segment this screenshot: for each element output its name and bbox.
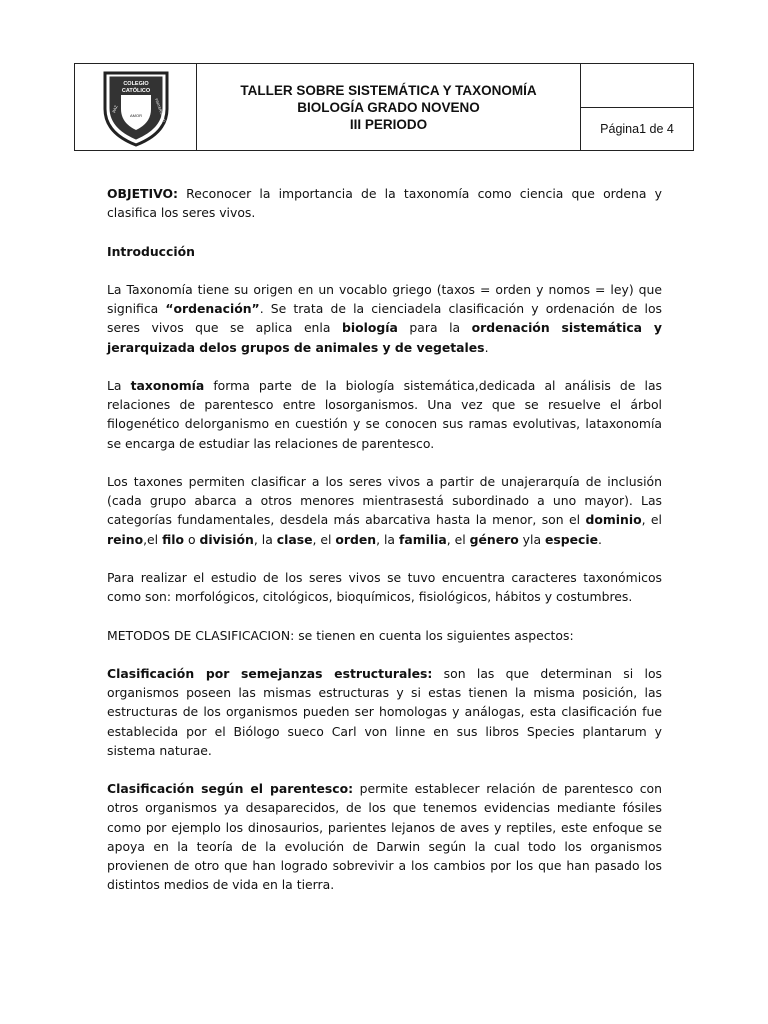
header-page-cell bbox=[581, 64, 693, 150]
paragraph-taxonomic-characters: Para realizar el estudio de los seres vivos se tuvo encuentra caracteres taxonómicos como son: morfológicos, citológicos, bioquímicos, fisiológicos, hábitos y costumbres. bbox=[107, 569, 662, 605]
bold-span: especie bbox=[544, 531, 599, 547]
logo-text-top: COLEGIO bbox=[122, 81, 149, 87]
bold-span: género bbox=[469, 531, 519, 547]
logo-text-mid: CATÓLICO bbox=[121, 88, 150, 94]
text-span: forma parte de la biología sistemática,dedicada al análisis de las relaciones de parentesco entre losorganismos. Una vez que se resuelve el árbol filogenético delorganismo en cuestión y se conocen sus ramas evolutivas, lataxonomía se encarga de estudiar las relaciones de parentesco. bbox=[107, 377, 662, 451]
document-header bbox=[74, 63, 694, 151]
intro-heading-text: Introducción bbox=[107, 243, 195, 259]
title-line-3: III PERIODO bbox=[349, 116, 428, 132]
text-span: son las que determinan si los organismos poseen las mismas estructuras y si estas tienen la misma posición, las estructuras de los organismos pueden ser homologas y análogas, esta clasificación fue establecida por el Biólogo sueco Carl von linne en sus libros Species plantarum y sistema naturae. bbox=[107, 665, 662, 758]
text-span: . bbox=[484, 339, 489, 355]
objective-text: Reconocer la importancia de la taxonomía como ciencia que ordena y clasifica los seres vivos. bbox=[107, 186, 662, 221]
paragraph-taxonomy-definition bbox=[107, 376, 662, 453]
bold-span: filo bbox=[162, 531, 185, 547]
page-number: Página1 de 4 bbox=[600, 122, 674, 136]
text-span: o bbox=[184, 531, 200, 547]
bold-span: taxonomía bbox=[130, 377, 205, 393]
logo-text-left: PAZ bbox=[110, 104, 118, 114]
title-line-2: BIOLOGÍA GRADO NOVENO bbox=[297, 99, 480, 115]
text-span: , el bbox=[312, 531, 336, 547]
text-span: yla bbox=[518, 531, 545, 547]
text-span: ,el bbox=[143, 531, 163, 547]
paragraph-structural-classification bbox=[107, 664, 662, 760]
text-span: Los taxones permiten clasificar a los seres vivos a partir de unajerarquía de inclusión (cada grupo abarca a otros menores mientrasestá subordinado a uno mayor). Las categorías fundamentales, desdela más abarcativa hasta la menor, son el bbox=[107, 473, 662, 528]
text-span: para la bbox=[397, 320, 472, 336]
bold-span: Clasificación por semejanzas estructurales: bbox=[107, 665, 433, 681]
text-span: La bbox=[107, 377, 131, 393]
bold-span: reino bbox=[107, 531, 144, 547]
school-shield-logo bbox=[101, 67, 171, 147]
bold-span: familia bbox=[398, 531, 447, 547]
paragraph-taxa bbox=[107, 472, 662, 549]
logo-text-center: AMOR bbox=[129, 113, 142, 118]
paragraph-kinship-classification bbox=[107, 779, 662, 894]
text-span: permite establecer relación de parentesco con otros organismos ya desaparecidos, de los que tenemos evidencias mediante fósiles como por ejemplo los dinosaurios, parientes lejanos de aves y reptiles, este enfoque se apoya en la teoría de la evolución de Darwin según la cual todo los organismos provienen de otro que han logrado sobrevivir a los cambios por los que han pasado los distintos medios de vida en la tierra. bbox=[107, 781, 662, 893]
logo-text-right: FRATERNIDAD bbox=[153, 97, 166, 123]
text-span: La Taxonomía tiene su origen en un vocablo griego (taxos = orden y nomos = ley) que significa bbox=[107, 281, 662, 317]
bold-span: dominio bbox=[585, 512, 642, 528]
paragraph-taxonomy-origin bbox=[107, 280, 662, 357]
bold-span: biología bbox=[341, 320, 398, 336]
bold-span: Clasificación según el parentesco: bbox=[107, 781, 354, 797]
header-empty-cell bbox=[581, 64, 693, 108]
paragraph-classification-methods: METODOS DE CLASIFICACION: se tienen en cuenta los siguientes aspectos: bbox=[107, 627, 574, 643]
intro-heading bbox=[107, 242, 662, 261]
document-body bbox=[107, 184, 662, 914]
text-span: , el bbox=[446, 531, 470, 547]
bold-span: clase bbox=[276, 531, 313, 547]
text-span: , la bbox=[376, 531, 399, 547]
text-span: , la bbox=[253, 531, 277, 547]
bold-span: “ordenación” bbox=[165, 301, 260, 317]
objective-paragraph bbox=[107, 184, 662, 222]
text-span: . bbox=[598, 531, 602, 547]
text-span: , el bbox=[641, 512, 662, 528]
objective-label: OBJETIVO: bbox=[107, 186, 178, 201]
bold-span: división bbox=[199, 531, 254, 547]
bold-span: ordenación sistemática y jerarquizada delos grupos de animales y de vegetales bbox=[107, 320, 663, 355]
header-title-cell bbox=[197, 64, 581, 150]
text-span: . Se trata de la cienciadela clasificación y ordenación de los seres vivos que se aplica enla bbox=[107, 301, 662, 336]
title-line-1: TALLER SOBRE SISTEMÁTICA Y TAXONOMÍA bbox=[240, 82, 537, 98]
school-logo-cell bbox=[75, 64, 197, 150]
bold-span: orden bbox=[335, 531, 377, 547]
